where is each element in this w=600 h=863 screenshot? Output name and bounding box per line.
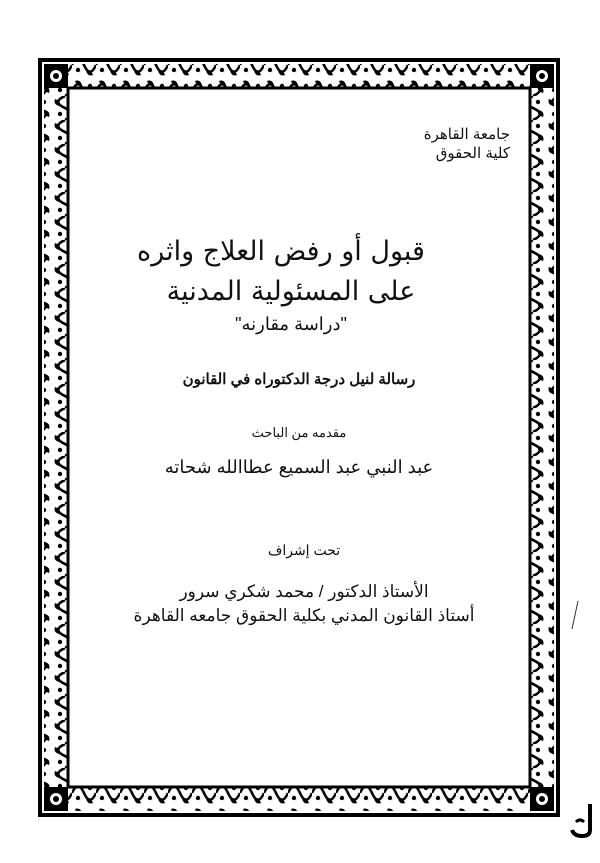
scan-mark-stroke: [570, 600, 580, 630]
supervisor-block: [80, 580, 528, 628]
scan-mark-glyph: [564, 800, 598, 840]
faculty-name: كلية الحقوق: [435, 145, 510, 162]
author-name: عبد النبي عبد السميع عطاالله شحاته: [164, 457, 434, 477]
supervisor-position: أستاذ القانون المدني بكلية الحقوق جامعه القاهرة: [133, 606, 475, 625]
institution-header: [424, 125, 510, 163]
title-subtitle: "دراسة مقارنه": [235, 314, 347, 334]
presented-by-label: مقدمه من الباحث: [251, 425, 347, 440]
university-name: جامعة القاهرة: [423, 126, 510, 143]
thesis-title: [70, 232, 512, 336]
title-line-1: قبول أو رفض العلاج واثره: [137, 236, 425, 267]
supervision-label: تحت إشراف: [267, 542, 341, 558]
title-line-2: على المسئولية المدنية: [166, 276, 416, 307]
page-content: [70, 92, 528, 782]
thesis-statement: رسالة لنيل درجة الدكتوراه في القانون: [182, 371, 416, 388]
supervisor-name: الأستاذ الدكتور / محمد شكري سرور: [179, 582, 429, 601]
